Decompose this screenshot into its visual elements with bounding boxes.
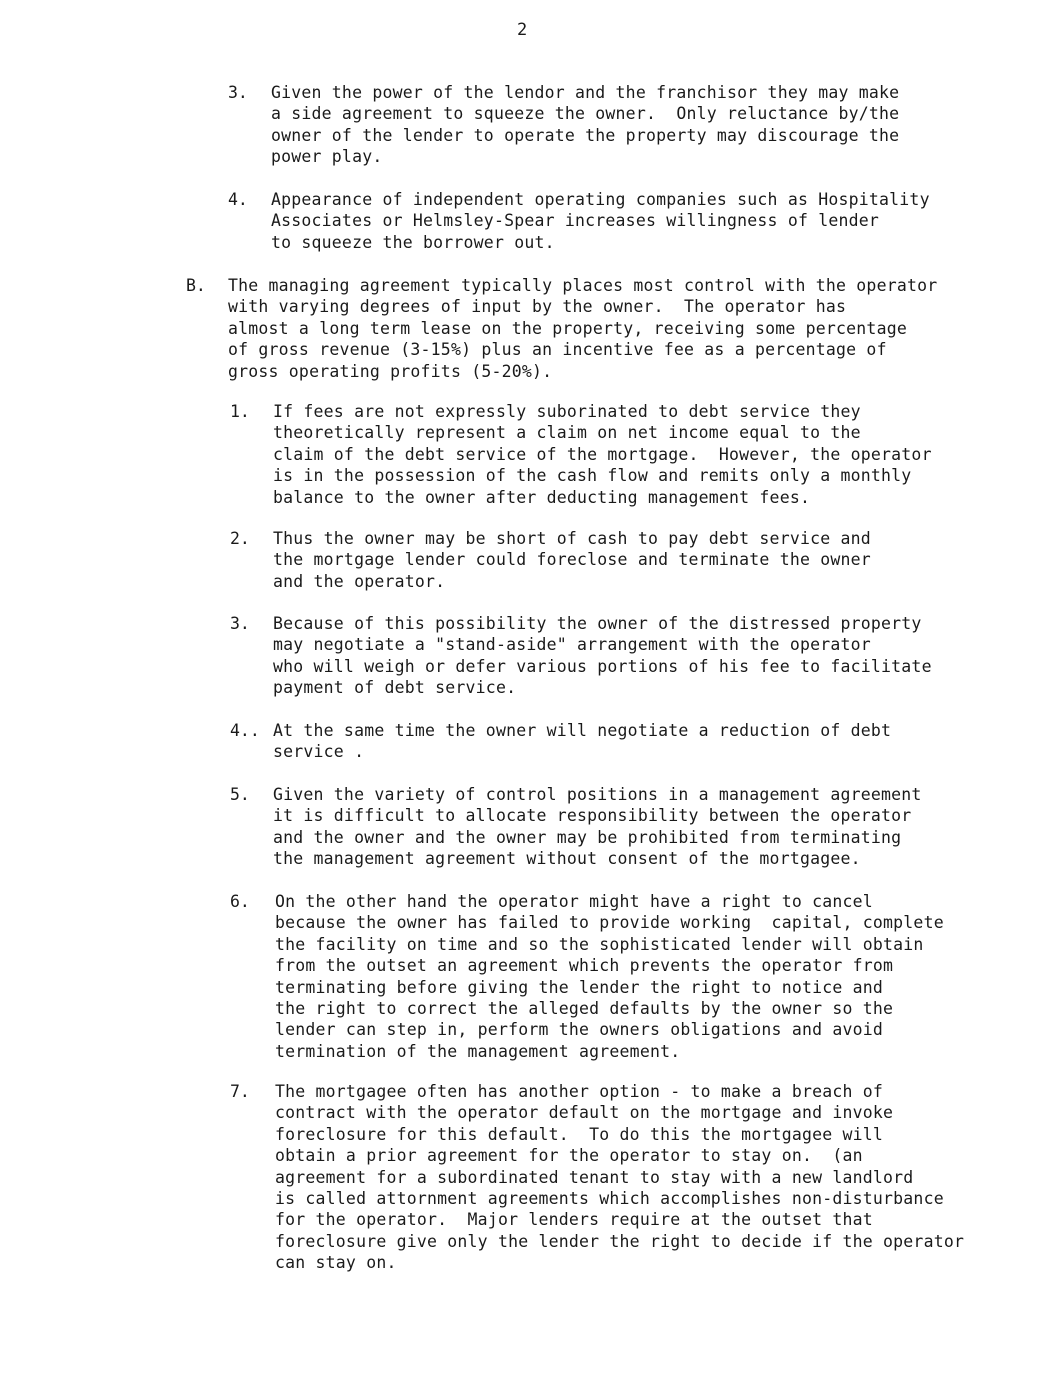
text-line: theoretically represent a claim on net income equal to the <box>273 423 861 443</box>
text-line: owner of the lender to operate the property may discourage the <box>271 125 900 145</box>
text-line: a side agreement to squeeze the owner. Only reluctance by/the <box>271 104 900 124</box>
item-paragraph <box>273 528 871 592</box>
text-line: may negotiate a "stand-aside" arrangement with the operator <box>273 635 871 655</box>
text-line: Thus the owner may be short of cash to pay debt service and <box>273 529 871 548</box>
text-line: Associates or Helmsley-Spear increases willingness of lender <box>271 211 880 231</box>
text-line: to squeeze the borrower out. <box>271 232 555 252</box>
text-line: Because of this possibility the owner of the distressed property <box>273 614 922 633</box>
text-line: contract with the operator default on the mortgage and invoke <box>275 1103 894 1123</box>
text-line: If fees are not expressly suborinated to debt service they <box>273 402 861 421</box>
text-line: claim of the debt service of the mortgage. However, the operator <box>273 444 932 464</box>
item-marker: 6. <box>230 892 250 911</box>
text-line: lender can step in, perform the owners obligations and avoid <box>275 1020 884 1040</box>
item-marker: B. <box>186 276 206 295</box>
text-line: terminating before giving the lender the right to notice and <box>275 977 884 997</box>
text-line: Appearance of independent operating companies such as Hospitality <box>271 190 930 209</box>
item-marker: 1. <box>230 402 250 421</box>
item-paragraph <box>271 189 930 253</box>
item-marker: 3. <box>230 614 250 633</box>
text-line: agreement for a subordinated tenant to stay with a new landlord <box>275 1167 914 1187</box>
text-line: for the operator. Major lenders require at the outset that <box>275 1210 873 1230</box>
text-line: balance to the owner after deducting management fees. <box>273 487 811 507</box>
text-line: almost a long term lease on the property, receiving some percentage <box>228 318 907 338</box>
page-number: 2 <box>517 20 528 40</box>
text-line: of gross revenue (3-15%) plus an incentive fee as a percentage of <box>228 340 887 360</box>
item-marker: 3. <box>228 83 248 102</box>
text-line: termination of the management agreement. <box>275 1041 681 1061</box>
item-paragraph <box>273 613 932 699</box>
text-line: the facility on time and so the sophisticated lender will obtain <box>275 934 924 954</box>
text-line: the management agreement without consent of the mortgagee. <box>273 849 861 869</box>
item-marker: 4. <box>228 190 248 209</box>
text-line: with varying degrees of input by the owner. The operator has <box>228 297 847 317</box>
text-line: power play. <box>271 147 383 167</box>
text-line: and the operator. <box>273 571 446 591</box>
text-line: foreclosure give only the lender the right to decide if the operator <box>275 1231 965 1251</box>
text-line: At the same time the owner will negotiate a reduction of debt <box>273 721 892 740</box>
item-paragraph <box>271 82 899 168</box>
text-line: The managing agreement typically places most control with the operator <box>228 276 938 295</box>
item-paragraph <box>273 720 891 763</box>
text-line: obtain a prior agreement for the operator to stay on. (an <box>275 1146 863 1166</box>
text-line: it is difficult to allocate responsibility between the operator <box>273 806 912 826</box>
item-paragraph <box>228 275 937 382</box>
item-paragraph <box>273 784 922 870</box>
item-marker: 7. <box>230 1082 250 1101</box>
text-line: is called attornment agreements which accomplishes non-disturbance <box>275 1189 944 1209</box>
text-line: who will weigh or defer various portions of his fee to facilitate <box>273 656 932 676</box>
text-line: The mortgagee often has another option - to make a breach of <box>275 1082 884 1101</box>
text-line: Given the power of the lendor and the franchisor they may make <box>271 83 900 102</box>
item-paragraph <box>275 891 944 1062</box>
text-line: the mortgage lender could foreclose and terminate the owner <box>273 550 871 570</box>
text-line: payment of debt service. <box>273 678 517 698</box>
text-line: gross operating profits (5-20%). <box>228 361 553 381</box>
text-line: foreclosure for this default. To do this the mortgagee will <box>275 1124 884 1144</box>
item-marker: 5. <box>230 785 250 804</box>
text-line: because the owner has failed to provide working capital, complete <box>275 913 944 933</box>
item-marker: 2. <box>230 529 250 548</box>
item-marker: 4.. <box>230 721 260 740</box>
item-paragraph <box>273 401 932 508</box>
text-line: the right to correct the alleged defaults by the owner so the <box>275 999 894 1019</box>
text-line: service . <box>273 742 365 762</box>
text-line: On the other hand the operator might have a right to cancel <box>275 892 873 911</box>
text-line: can stay on. <box>275 1253 397 1273</box>
item-paragraph <box>275 1081 964 1274</box>
text-line: is in the possession of the cash flow and remits only a monthly <box>273 466 912 486</box>
text-line: and the owner and the owner may be prohibited from terminating <box>273 827 902 847</box>
text-line: Given the variety of control positions in a management agreement <box>273 785 922 804</box>
text-line: from the outset an agreement which prevents the operator from <box>275 956 894 976</box>
